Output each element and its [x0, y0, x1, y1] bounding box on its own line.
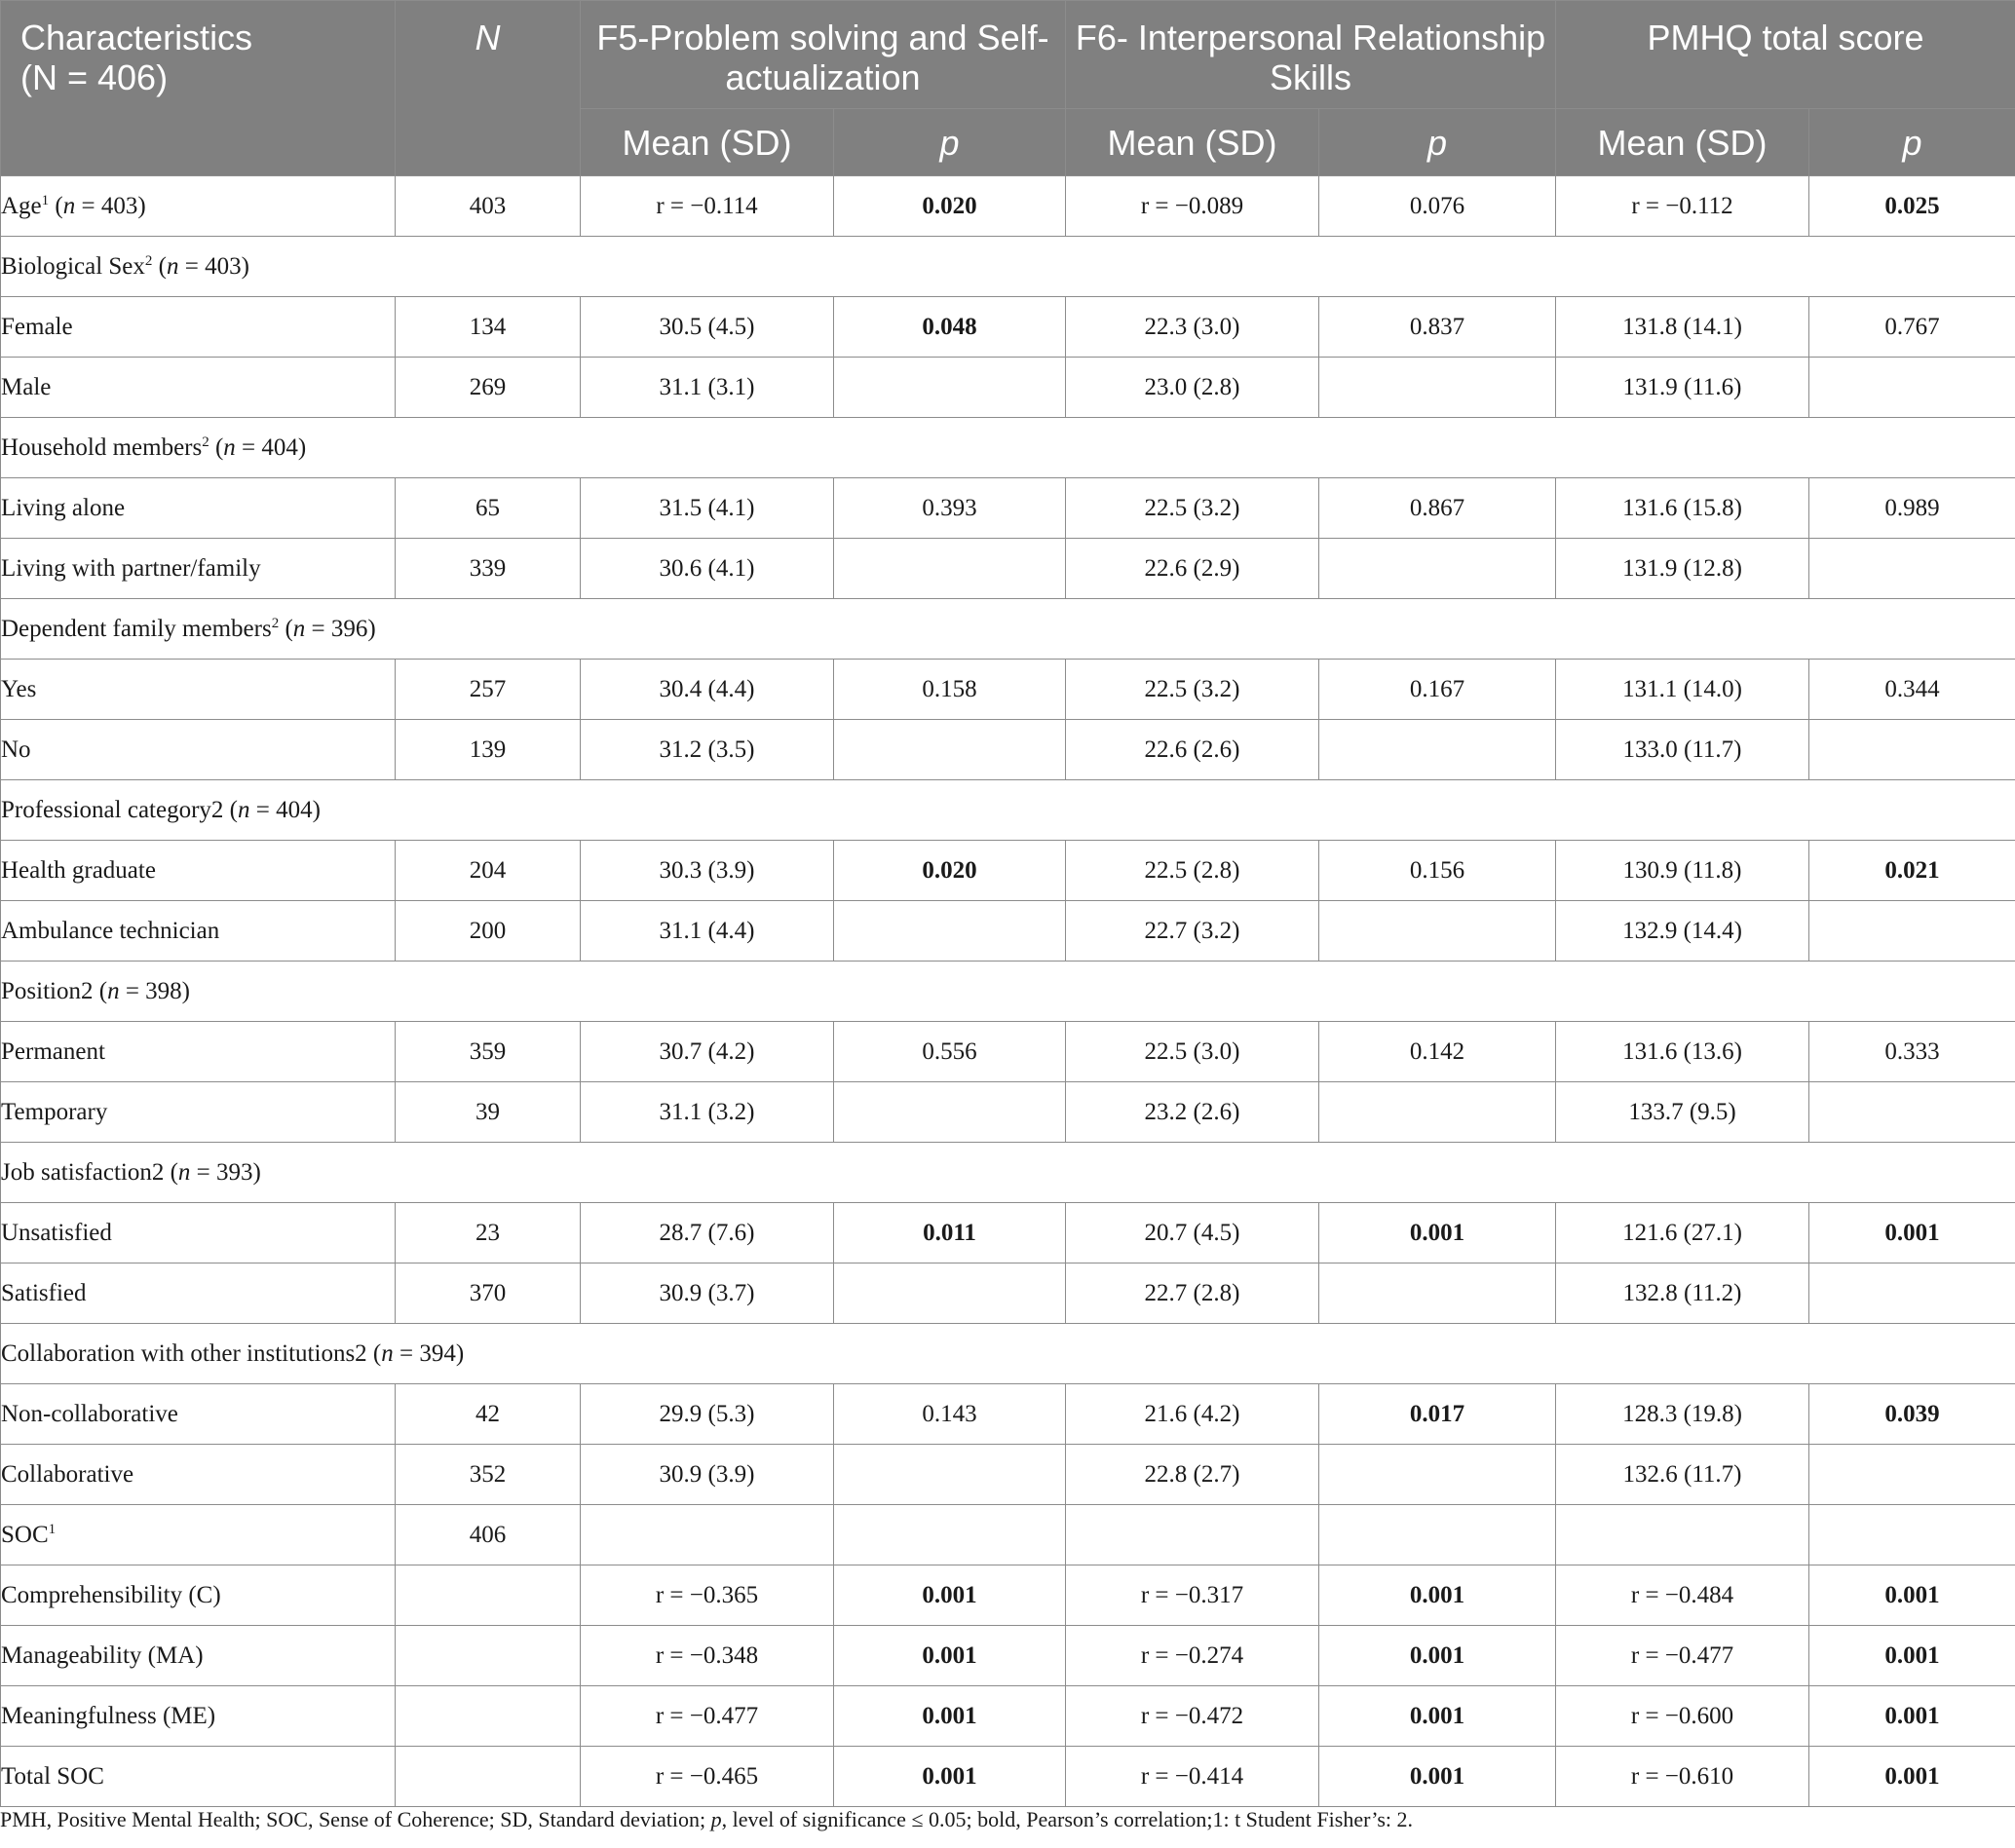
cell-f6-p: [1319, 720, 1556, 780]
row-label: Comprehensibility (C): [1, 1565, 396, 1626]
cell-f5-p: 0.020: [834, 176, 1066, 237]
table-row: [1, 1565, 2015, 1626]
cell-pmhq-p: [1809, 720, 2015, 780]
cell-f5-p: 0.158: [834, 660, 1066, 720]
table-body: [1, 176, 2015, 1807]
table-row: [1, 1747, 2015, 1807]
table-row: [1, 1143, 2015, 1203]
table-row: [1, 358, 2015, 418]
cell-f5-mean: r = −0.114: [581, 176, 834, 237]
header-f5: F5-Problem solving and Self-actualization: [581, 1, 1066, 109]
cell-n: 65: [396, 478, 581, 539]
table-row: [1, 901, 2015, 962]
cell-f5-p: 0.048: [834, 297, 1066, 358]
cell-f6-p: 0.001: [1319, 1686, 1556, 1747]
cell-f5-p: 0.020: [834, 841, 1066, 901]
table-row: [1, 780, 2015, 841]
cell-f6-mean: 22.5 (3.0): [1066, 1022, 1319, 1082]
cell-f6-mean: r = −0.089: [1066, 176, 1319, 237]
cell-f6-p: [1319, 1445, 1556, 1505]
table-row: [1, 478, 2015, 539]
row-label: Female: [1, 297, 396, 358]
cell-f6-mean: 22.7 (2.8): [1066, 1263, 1319, 1324]
cell-f6-mean: 22.5 (2.8): [1066, 841, 1319, 901]
cell-f5-p: [834, 358, 1066, 418]
cell-f5-p: 0.393: [834, 478, 1066, 539]
cell-f5-p: [834, 901, 1066, 962]
cell-f5-p: [834, 720, 1066, 780]
cell-n: [396, 1686, 581, 1747]
cell-n: [396, 1626, 581, 1686]
cell-f5-p: [834, 1505, 1066, 1565]
cell-f5-mean: r = −0.348: [581, 1626, 834, 1686]
cell-f6-p: [1319, 358, 1556, 418]
cell-f5-p: [834, 1082, 1066, 1143]
cell-f5-mean: r = −0.465: [581, 1747, 834, 1807]
cell-f6-mean: 22.7 (3.2): [1066, 901, 1319, 962]
table-row: [1, 660, 2015, 720]
row-label: Male: [1, 358, 396, 418]
row-label: Professional category2 (n = 404): [1, 780, 2015, 841]
cell-pmhq-p: 0.001: [1809, 1565, 2015, 1626]
cell-f6-mean: 22.8 (2.7): [1066, 1445, 1319, 1505]
row-label: No: [1, 720, 396, 780]
subheader-p: p: [834, 109, 1066, 176]
cell-f5-p: 0.143: [834, 1384, 1066, 1445]
cell-pmhq-p: 0.344: [1809, 660, 2015, 720]
cell-f5-mean: r = −0.365: [581, 1565, 834, 1626]
cell-f6-mean: 22.3 (3.0): [1066, 297, 1319, 358]
header-characteristics: Characteristics (N = 406): [1, 1, 396, 176]
row-label: Job satisfaction2 (n = 393): [1, 1143, 2015, 1203]
cell-f6-mean: [1066, 1505, 1319, 1565]
row-label: Meaningfulness (ME): [1, 1686, 396, 1747]
cell-f6-mean: r = −0.317: [1066, 1565, 1319, 1626]
cell-f5-mean: 30.7 (4.2): [581, 1022, 834, 1082]
table-footnote: PMH, Positive Mental Health; SOC, Sense of Coherence; SD, Standard deviation; p, level of significance ≤ 0.05; bold, Pearson’s correlation;1: t Student Fisher’s: 2.: [0, 1807, 1414, 1831]
cell-pmhq-p: 0.333: [1809, 1022, 2015, 1082]
cell-f6-p: 0.867: [1319, 478, 1556, 539]
cell-pmhq-p: [1809, 1263, 2015, 1324]
cell-n: [396, 1747, 581, 1807]
subheader-mean-sd: Mean (SD): [581, 109, 834, 176]
cell-f6-mean: 22.5 (3.2): [1066, 478, 1319, 539]
row-label: Temporary: [1, 1082, 396, 1143]
cell-pmhq-mean: 131.6 (15.8): [1556, 478, 1809, 539]
cell-f6-p: 0.076: [1319, 176, 1556, 237]
cell-f5-mean: 31.1 (3.2): [581, 1082, 834, 1143]
cell-f5-mean: 30.3 (3.9): [581, 841, 834, 901]
row-label: Household members$^2$ (n = 404): [1, 418, 2015, 478]
cell-n: 339: [396, 539, 581, 599]
cell-f6-mean: 23.0 (2.8): [1066, 358, 1319, 418]
row-label: Satisfied: [1, 1263, 396, 1324]
cell-n: 42: [396, 1384, 581, 1445]
cell-f6-mean: 22.6 (2.6): [1066, 720, 1319, 780]
cell-n: 23: [396, 1203, 581, 1263]
cell-pmhq-mean: r = −0.600: [1556, 1686, 1809, 1747]
cell-pmhq-mean: 128.3 (19.8): [1556, 1384, 1809, 1445]
cell-f5-mean: 31.1 (3.1): [581, 358, 834, 418]
cell-f5-mean: 31.5 (4.1): [581, 478, 834, 539]
row-label: Unsatisfied: [1, 1203, 396, 1263]
cell-pmhq-p: [1809, 1445, 2015, 1505]
cell-f5-p: 0.011: [834, 1203, 1066, 1263]
table-row: [1, 418, 2015, 478]
row-label: Age$^1$ (n = 403): [1, 176, 396, 237]
cell-n: 139: [396, 720, 581, 780]
cell-f6-mean: r = −0.274: [1066, 1626, 1319, 1686]
cell-pmhq-p: 0.767: [1809, 297, 2015, 358]
cell-pmhq-p: 0.025: [1809, 176, 2015, 237]
cell-pmhq-mean: 132.9 (14.4): [1556, 901, 1809, 962]
cell-pmhq-mean: 133.7 (9.5): [1556, 1082, 1809, 1143]
header-row: [1, 1, 2015, 109]
header-pmhq: PMHQ total score: [1556, 1, 2015, 109]
cell-n: 359: [396, 1022, 581, 1082]
row-label: Biological Sex$^2$ (n = 403): [1, 237, 2015, 297]
cell-f5-mean: 31.2 (3.5): [581, 720, 834, 780]
row-label: Health graduate: [1, 841, 396, 901]
row-label: SOC$^1$: [1, 1505, 396, 1565]
row-label: Living with partner/family: [1, 539, 396, 599]
cell-f6-p: [1319, 1505, 1556, 1565]
header-f6: F6- Interpersonal Relationship Skills: [1066, 1, 1556, 109]
row-label: Manageability (MA): [1, 1626, 396, 1686]
cell-f5-mean: 30.6 (4.1): [581, 539, 834, 599]
cell-pmhq-mean: 131.6 (13.6): [1556, 1022, 1809, 1082]
cell-n: 406: [396, 1505, 581, 1565]
cell-f6-p: 0.001: [1319, 1626, 1556, 1686]
cell-f6-mean: 20.7 (4.5): [1066, 1203, 1319, 1263]
cell-f6-p: 0.837: [1319, 297, 1556, 358]
table-row: [1, 841, 2015, 901]
row-label: Ambulance technician: [1, 901, 396, 962]
header-n: N: [396, 1, 581, 176]
cell-f6-p: [1319, 1263, 1556, 1324]
row-label: Non-collaborative: [1, 1384, 396, 1445]
subheader-mean-sd: Mean (SD): [1066, 109, 1319, 176]
cell-pmhq-mean: 121.6 (27.1): [1556, 1203, 1809, 1263]
cell-f6-p: [1319, 901, 1556, 962]
cell-pmhq-p: 0.001: [1809, 1686, 2015, 1747]
cell-f6-p: 0.017: [1319, 1384, 1556, 1445]
cell-f5-p: 0.001: [834, 1565, 1066, 1626]
table-row: [1, 720, 2015, 780]
subheader-p: p: [1319, 109, 1556, 176]
cell-pmhq-mean: 131.9 (11.6): [1556, 358, 1809, 418]
row-label: Permanent: [1, 1022, 396, 1082]
cell-pmhq-mean: [1556, 1505, 1809, 1565]
cell-f5-mean: 30.5 (4.5): [581, 297, 834, 358]
row-label: Position2 (n = 398): [1, 962, 2015, 1022]
cell-n: 200: [396, 901, 581, 962]
cell-pmhq-p: 0.001: [1809, 1203, 2015, 1263]
row-label: Dependent family members$^2$ (n = 396): [1, 599, 2015, 660]
table-row: [1, 1384, 2015, 1445]
cell-pmhq-p: [1809, 1505, 2015, 1565]
cell-pmhq-mean: 131.8 (14.1): [1556, 297, 1809, 358]
cell-f6-p: [1319, 539, 1556, 599]
table-row: [1, 1626, 2015, 1686]
cell-f6-mean: r = −0.472: [1066, 1686, 1319, 1747]
cell-f5-mean: 30.4 (4.4): [581, 660, 834, 720]
row-label: Yes: [1, 660, 396, 720]
cell-f5-mean: 31.1 (4.4): [581, 901, 834, 962]
table-row: [1, 1324, 2015, 1384]
table-row: [1, 1686, 2015, 1747]
cell-pmhq-p: 0.989: [1809, 478, 2015, 539]
cell-pmhq-p: [1809, 1082, 2015, 1143]
cell-f5-mean: 28.7 (7.6): [581, 1203, 834, 1263]
cell-f6-p: [1319, 1082, 1556, 1143]
cell-pmhq-mean: 132.8 (11.2): [1556, 1263, 1809, 1324]
cell-f6-p: 0.156: [1319, 841, 1556, 901]
cell-f5-mean: 30.9 (3.9): [581, 1445, 834, 1505]
cell-n: 204: [396, 841, 581, 901]
cell-n: [396, 1565, 581, 1626]
cell-f5-mean: [581, 1505, 834, 1565]
cell-f5-p: [834, 1263, 1066, 1324]
cell-f5-p: 0.001: [834, 1747, 1066, 1807]
cell-f5-mean: 30.9 (3.7): [581, 1263, 834, 1324]
cell-pmhq-mean: r = −0.484: [1556, 1565, 1809, 1626]
cell-f5-p: 0.001: [834, 1686, 1066, 1747]
cell-pmhq-p: [1809, 901, 2015, 962]
cell-f5-p: 0.001: [834, 1626, 1066, 1686]
cell-pmhq-p: [1809, 539, 2015, 599]
table-row: [1, 1263, 2015, 1324]
cell-pmhq-mean: 131.9 (12.8): [1556, 539, 1809, 599]
table-row: [1, 237, 2015, 297]
table-row: [1, 176, 2015, 237]
cell-pmhq-mean: r = −0.112: [1556, 176, 1809, 237]
cell-pmhq-p: 0.001: [1809, 1747, 2015, 1807]
cell-n: 39: [396, 1082, 581, 1143]
row-label: Living alone: [1, 478, 396, 539]
table-row: [1, 962, 2015, 1022]
cell-pmhq-mean: r = −0.477: [1556, 1626, 1809, 1686]
cell-f6-mean: 22.6 (2.9): [1066, 539, 1319, 599]
cell-pmhq-p: 0.039: [1809, 1384, 2015, 1445]
subheader-p: p: [1809, 109, 2015, 176]
table-row: [1, 1445, 2015, 1505]
cell-n: 257: [396, 660, 581, 720]
cell-f6-mean: r = −0.414: [1066, 1747, 1319, 1807]
cell-f6-p: 0.001: [1319, 1203, 1556, 1263]
cell-f5-mean: 29.9 (5.3): [581, 1384, 834, 1445]
cell-f6-mean: 23.2 (2.6): [1066, 1082, 1319, 1143]
table-row: [1, 1082, 2015, 1143]
cell-n: 269: [396, 358, 581, 418]
subheader-mean-sd: Mean (SD): [1556, 109, 1809, 176]
cell-pmhq-p: 0.001: [1809, 1626, 2015, 1686]
cell-f5-p: 0.556: [834, 1022, 1066, 1082]
cell-pmhq-mean: 133.0 (11.7): [1556, 720, 1809, 780]
cell-f5-p: [834, 1445, 1066, 1505]
row-label: Total SOC: [1, 1747, 396, 1807]
cell-f6-p: 0.167: [1319, 660, 1556, 720]
cell-f6-p: 0.001: [1319, 1747, 1556, 1807]
table-row: [1, 599, 2015, 660]
cell-n: 403: [396, 176, 581, 237]
cell-f6-p: 0.001: [1319, 1565, 1556, 1626]
table-row: [1, 1022, 2015, 1082]
table-row: [1, 1505, 2015, 1565]
cell-pmhq-mean: 130.9 (11.8): [1556, 841, 1809, 901]
cell-pmhq-mean: 132.6 (11.7): [1556, 1445, 1809, 1505]
cell-f5-mean: r = −0.477: [581, 1686, 834, 1747]
cell-n: 352: [396, 1445, 581, 1505]
cell-pmhq-mean: r = −0.610: [1556, 1747, 1809, 1807]
cell-f6-p: 0.142: [1319, 1022, 1556, 1082]
row-label: Collaborative: [1, 1445, 396, 1505]
row-label: Collaboration with other institutions2 (n = 394): [1, 1324, 2015, 1384]
cell-n: 370: [396, 1263, 581, 1324]
cell-n: 134: [396, 297, 581, 358]
cell-pmhq-mean: 131.1 (14.0): [1556, 660, 1809, 720]
table-row: [1, 539, 2015, 599]
cell-f6-mean: 21.6 (4.2): [1066, 1384, 1319, 1445]
cell-f6-mean: 22.5 (3.2): [1066, 660, 1319, 720]
cell-pmhq-p: 0.021: [1809, 841, 2015, 901]
table-row: [1, 297, 2015, 358]
table-row: [1, 1203, 2015, 1263]
cell-f5-p: [834, 539, 1066, 599]
cell-pmhq-p: [1809, 358, 2015, 418]
